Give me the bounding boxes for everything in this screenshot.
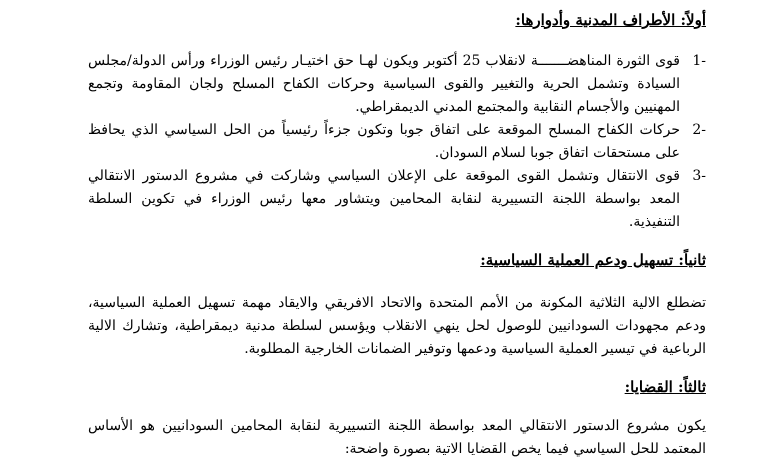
list-item [88, 119, 706, 165]
section-heading-issues: ثالثاً: القضايا: [624, 378, 706, 396]
civil-parties-list [88, 50, 706, 234]
section-heading-civil-parties: أولاً: الأطراف المدنية وأدوارها: [515, 11, 706, 29]
section-heading-political-process: ثانياً: تسهيل ودعم العملية السياسية: [480, 251, 706, 269]
political-process-paragraph: تضطلع الالية الثلاثية المكونة من الأمم المتحدة والاتحاد الافريقي والايقاد مهمة تسهيل العملية السياسية، ودعم مجهودات السودانيين للوصول لحل ينهي الانقلاب ويؤسس لسلطة مدنية ديمقراطية، وتشارك الالية الرباعية في تيسير العملية السياسية ودعمها وتوفير الضمانات الخارجية المطلوبة. [88, 295, 706, 357]
list-item-text: قوى الانتقال وتشمل القوى الموقعة على الإعلان السياسي وشاركت في مشروع الدستور الانتقالي المعد بواسطة اللجنة التسييرية لنقابة المحامين ويتشاور معها رئيس الوزراء في تكوين السلطة التنفيذية. [88, 168, 680, 230]
list-item-number: -1 [692, 53, 706, 69]
list-item [88, 50, 706, 119]
list-item-text: حركات الكفاح المسلح الموقعة على اتفاق جوبا وتكون جزءاً رئيسياً من الحل السياسي الذي يحافظ على مستحقات اتفاق جوبا لسلام السودان. [88, 122, 680, 161]
list-item [88, 165, 706, 234]
list-item-number: -2 [692, 122, 706, 138]
list-item-text: قوى الثورة المناهضـــــــة لانقلاب 25 أكتوبر ويكون لهـا حق اختيـار رئيس الوزراء ورأس الدولة/مجلس السيادة وتشمل الحرية والتغيير والقوى السياسية وحركات الكفاح المسلح ولجان المقاومة وتجمع المهنيين والأجسام النقابية والمجتمع المدني الديمقراطي. [88, 53, 680, 115]
issues-paragraph: يكون مشروع الدستور الانتقالي المعد بواسطة اللجنة التسييرية لنقابة المحامين السودانيين هو الأساس المعتمد للحل السياسي فيما يخص القضايا الاتية بصورة واضحة: [88, 418, 706, 457]
list-item-number: -3 [692, 168, 706, 184]
